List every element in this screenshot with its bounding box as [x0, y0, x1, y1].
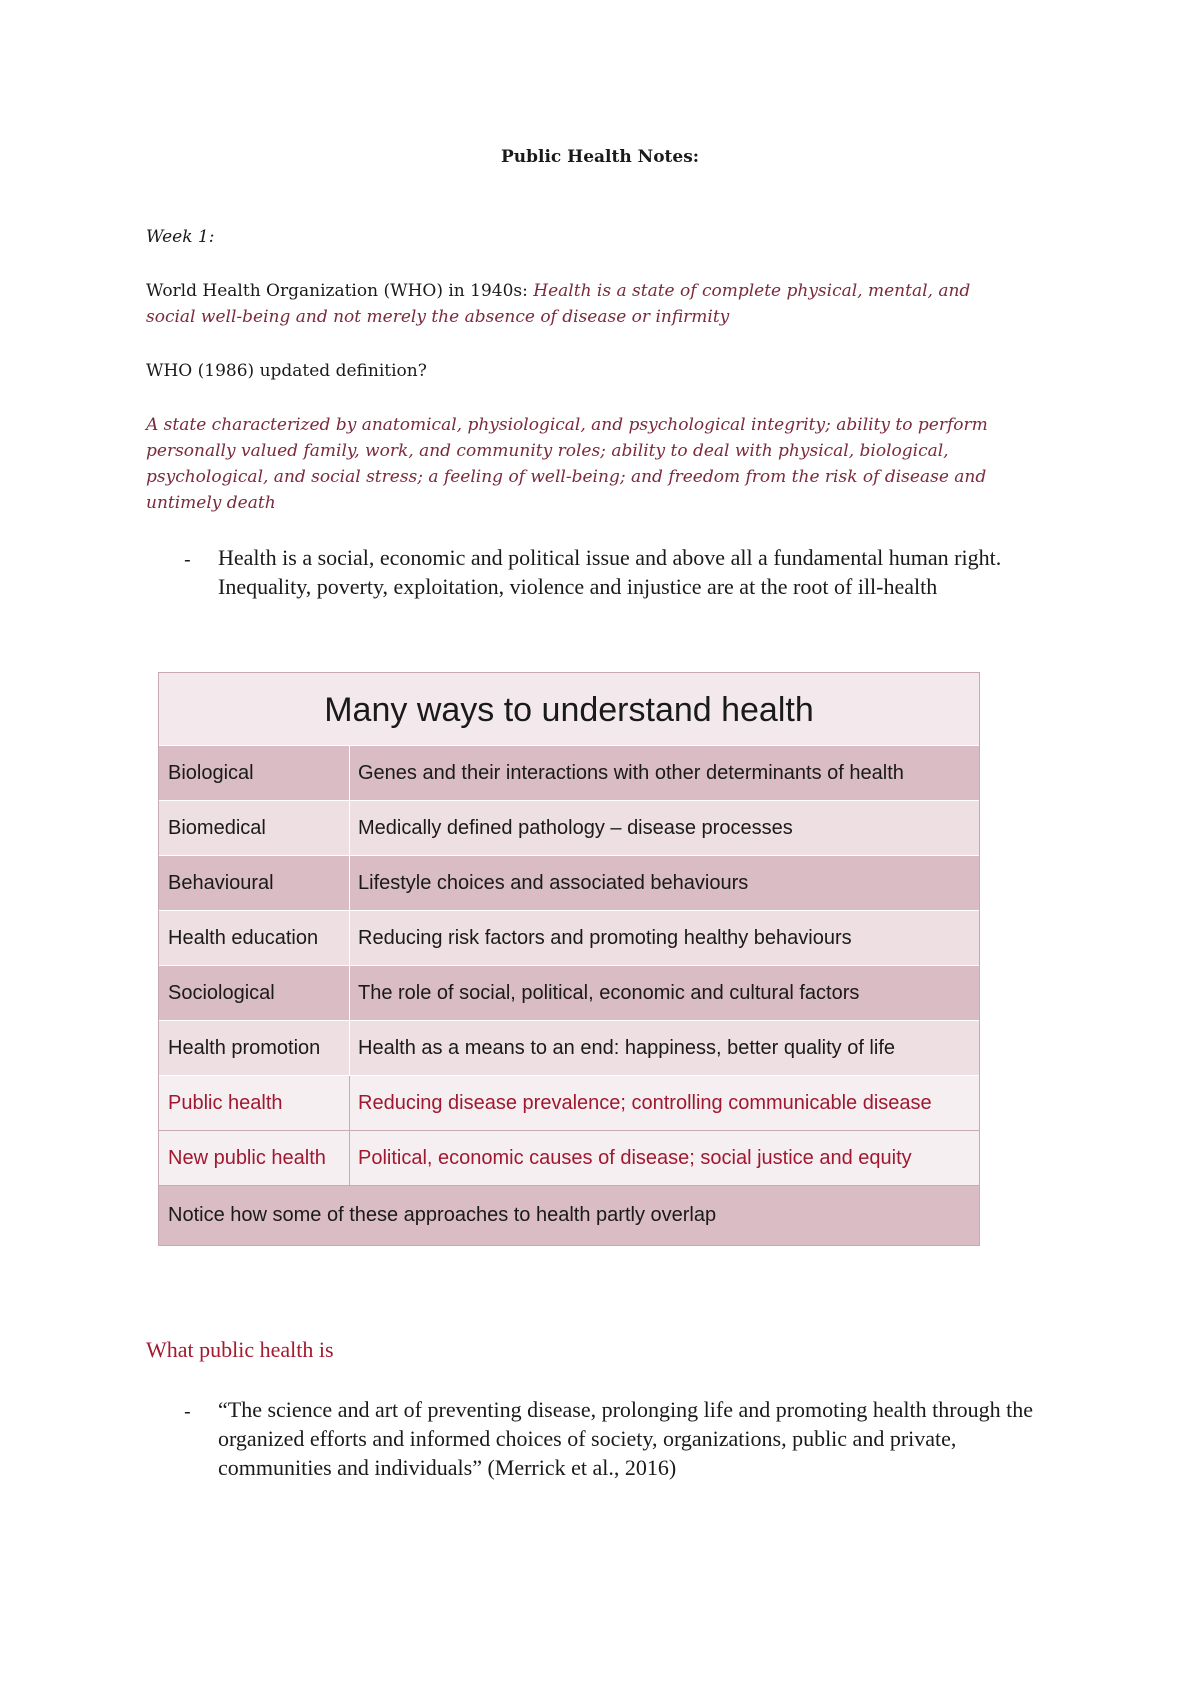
- table-row: [159, 745, 979, 800]
- bullet-health-rights: Health is a social, economic and political issue and above all a fundamental human right. Inequality, poverty, exploitation, violence and injustice are at the root of ill-health: [218, 545, 1002, 599]
- table-row: [159, 800, 979, 855]
- row-term: Biological: [168, 762, 254, 784]
- row-description: Genes and their interactions with other determinants of health: [358, 762, 904, 784]
- bullet-dash: -: [184, 1399, 191, 1423]
- week-label: Week 1:: [146, 227, 215, 247]
- row-description: Health as a means to an end: happiness, better quality of life: [358, 1037, 896, 1059]
- who-1986-definition-line: untimely death: [146, 493, 276, 513]
- row-description: Reducing risk factors and promoting healthy behaviours: [358, 927, 852, 949]
- table-note-row: [159, 1185, 979, 1246]
- column-divider: [349, 1076, 350, 1131]
- column-divider: [349, 966, 350, 1021]
- row-term: Behavioural: [168, 872, 274, 894]
- table-row: [159, 1075, 979, 1130]
- page-title: Public Health Notes:: [500, 147, 700, 167]
- health-approaches-table: [158, 672, 980, 1246]
- row-description: Reducing disease prevalence; controlling communicable disease: [358, 1092, 932, 1114]
- who-1940-prefix: World Health Organization (WHO) in 1940s:: [146, 281, 534, 301]
- row-term: Health education: [168, 927, 319, 949]
- table-row: [159, 910, 979, 965]
- who-1986-question: WHO (1986) updated definition?: [146, 361, 427, 381]
- who-1986-definition-line: A state characterized by anatomical, physiological, and psychological integrity; ability to perform: [146, 415, 988, 435]
- table-note: Notice how some of these approaches to health partly overlap: [168, 1204, 717, 1226]
- who-1986-definition-line: personally valued family, work, and community roles; ability to deal with physical, biological,: [146, 441, 949, 461]
- bullet-public-health-definition: “The science and art of preventing disease, prolonging life and promoting health through the organized efforts and informed choices of society, organizations, public and private, communities and individuals” (Merrick et al., 2016): [218, 1397, 1033, 1480]
- table-row: [159, 965, 979, 1020]
- table-row: [159, 855, 979, 910]
- who-1940-definition-part-2: social well-being and not merely the absence of disease or infirmity: [146, 307, 730, 327]
- who-1986-definition-line: psychological, and social stress; a feeling of well-being; and freedom from the risk of disease and: [146, 467, 987, 487]
- row-term: Public health: [168, 1092, 283, 1114]
- row-term: New public health: [168, 1147, 326, 1169]
- section-heading: What public health is: [146, 1337, 334, 1362]
- row-term: Sociological: [168, 982, 275, 1004]
- row-description: Political, economic causes of disease; social justice and equity: [358, 1147, 912, 1169]
- row-description: Medically defined pathology – disease processes: [358, 817, 793, 839]
- column-divider: [349, 911, 350, 966]
- table-row: [159, 1020, 979, 1075]
- row-term: Biomedical: [168, 817, 266, 839]
- table-row: [159, 1130, 979, 1185]
- who-1940-line-1: [146, 278, 1046, 304]
- column-divider: [349, 1131, 350, 1186]
- who-1940-definition-part-1: Health is a state of complete physical, mental, and: [533, 281, 971, 301]
- row-description: The role of social, political, economic and cultural factors: [358, 982, 860, 1004]
- column-divider: [349, 856, 350, 911]
- row-description: Lifestyle choices and associated behaviours: [358, 872, 749, 894]
- column-divider: [349, 1021, 350, 1076]
- row-term: Health promotion: [168, 1037, 321, 1059]
- column-divider: [349, 746, 350, 801]
- table-title: Many ways to understand health: [159, 673, 979, 745]
- column-divider: [349, 801, 350, 856]
- bullet-dash: -: [184, 547, 191, 571]
